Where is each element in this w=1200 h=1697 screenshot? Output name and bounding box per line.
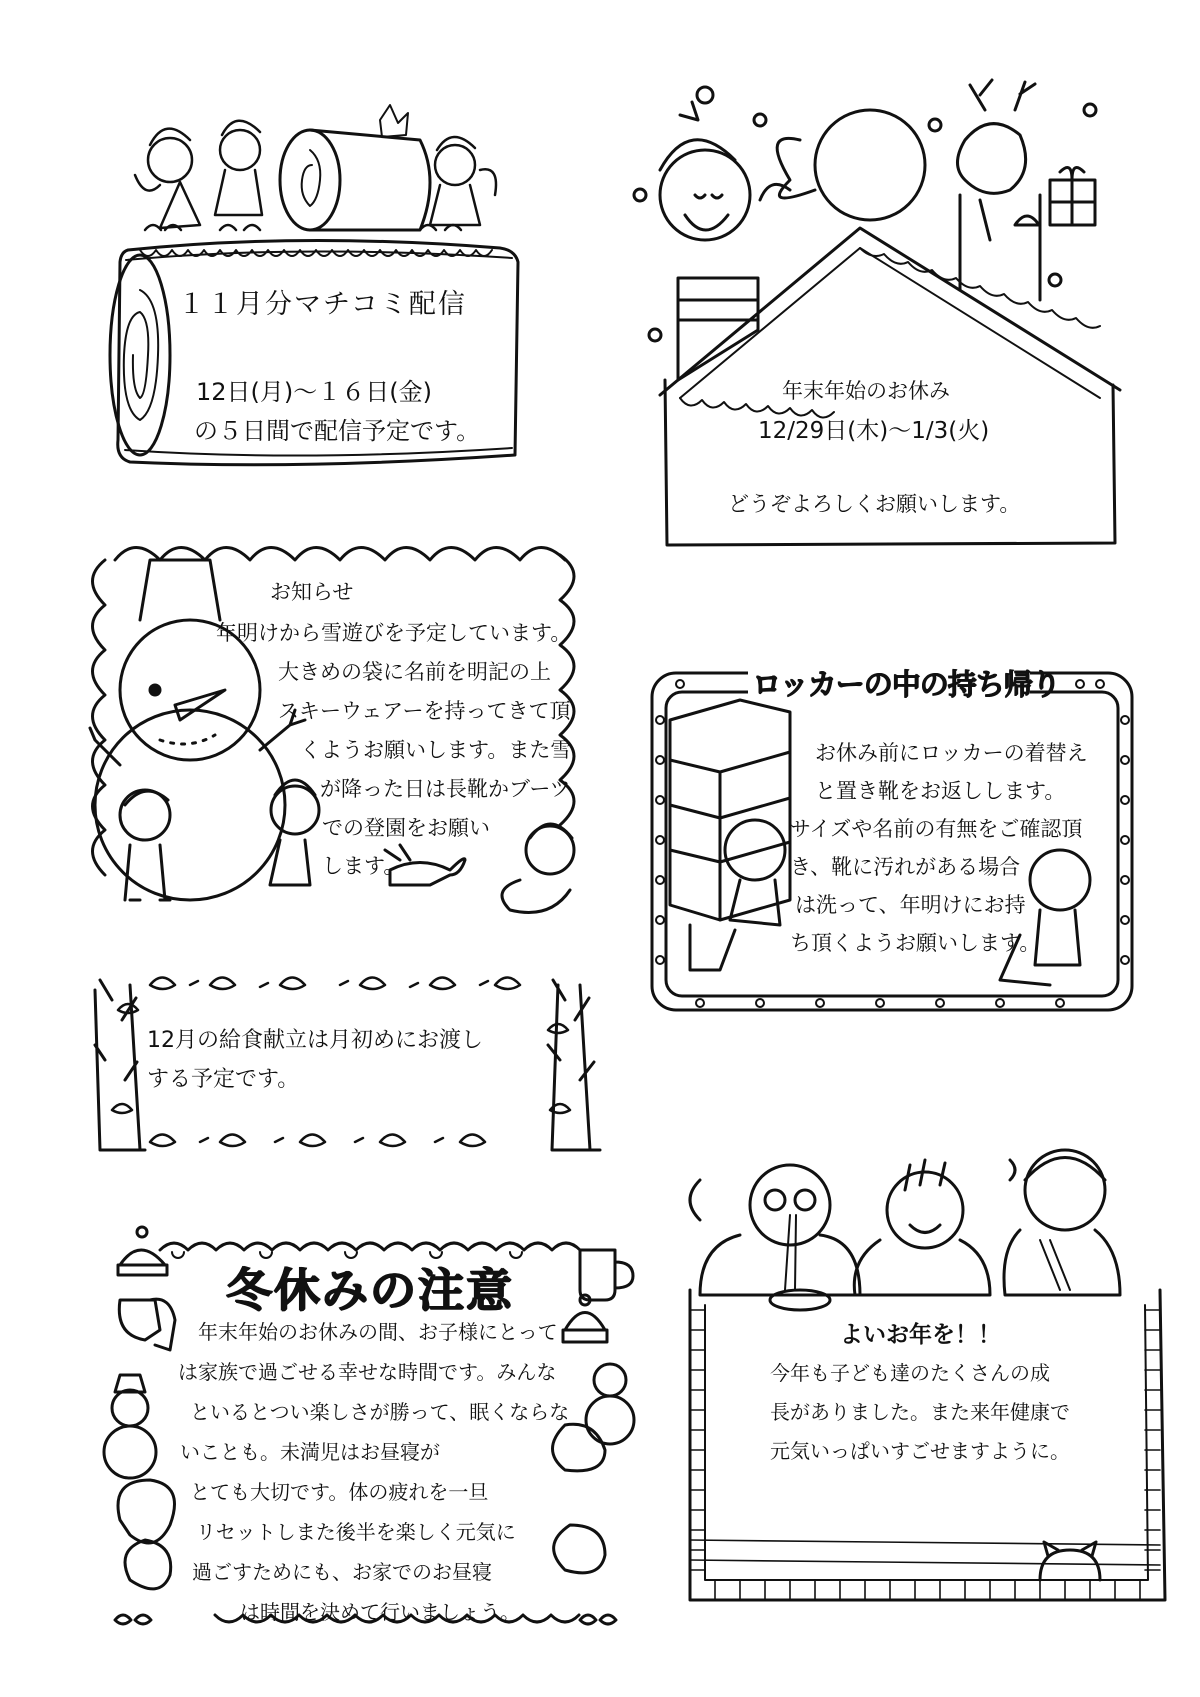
winter-line-5: とても大切です。体の疲れを一旦: [190, 1480, 489, 1504]
snow-line-1: 年明けから雪遊びを予定しています。: [216, 621, 572, 645]
winter-line-8: は時間を決めて行いましょう。: [240, 1600, 520, 1624]
holiday-greeting: どうぞよろしくお願いします。: [728, 492, 1021, 516]
snow-line-5: が降った日は長靴かブーツ: [320, 777, 571, 801]
lunch-line-1: 12月の給食献立は月初めにお渡し: [147, 1028, 483, 1053]
locker-line-1: お休み前にロッカーの着替え: [815, 741, 1088, 765]
winter-title: 冬休みの注意: [226, 1263, 514, 1317]
newyear-title: よいお年を！！: [840, 1322, 1001, 1348]
newyear-line-2: 長がありました。また来年健康で: [770, 1400, 1070, 1424]
house-frame: [634, 80, 1120, 545]
snow-line-6: での登園をお願い: [322, 816, 490, 840]
holiday-title: 年末年始のお休み: [782, 379, 950, 403]
locker-line-3: サイズや名前の有無をご確認頂: [790, 817, 1083, 841]
newyear-line-1: 今年も子ども達のたくさんの成: [770, 1361, 1050, 1385]
snow-line-3: スキーウェアーを持ってきて頂: [278, 699, 571, 723]
locker-title: ロッカーの中の持ち帰り: [752, 667, 1060, 701]
locker-line-5: は洗って、年明けにお持: [795, 893, 1026, 917]
winter-line-1: 年末年始のお休みの間、お子様にとって: [198, 1320, 558, 1344]
winter-line-7: 過ごすためにも、お家でのお昼寝: [192, 1560, 492, 1584]
locker-line-2: と置き靴をお返しします。: [815, 779, 1066, 803]
winter-line-6: リセットしまた後半を楽しく元気に: [196, 1520, 516, 1544]
lunch-line-2: する予定です。: [147, 1067, 300, 1092]
locker-line-4: き、靴に汚れがある場合: [790, 855, 1021, 879]
snow-line-4: くようお願いします。また雪: [300, 738, 572, 762]
machikomi-period: の５日間で配信予定です。: [194, 417, 481, 445]
machikomi-title: １１月分マチコミ配信: [178, 289, 467, 320]
snow-line-7: します。: [322, 854, 405, 878]
winter-line-3: といるとつい楽しさが勝って、眠くならな: [190, 1400, 570, 1424]
newyear-line-3: 元気いっぱいすごせますように。: [770, 1439, 1070, 1463]
holiday-dates: 12/29日(木)～1/3(火): [758, 418, 990, 444]
snow-title: お知らせ: [270, 580, 354, 604]
winter-line-2: は家族で過ごせる幸せな時間です。みんな: [178, 1360, 557, 1384]
locker-line-6: ち頂くようお願いします。: [790, 931, 1041, 955]
snow-line-2: 大きめの袋に名前を明記の上: [278, 660, 551, 684]
winter-line-4: いことも。未満児はお昼寝が: [180, 1440, 440, 1464]
machikomi-dates: 12日(月)～１６日(金): [196, 378, 432, 406]
